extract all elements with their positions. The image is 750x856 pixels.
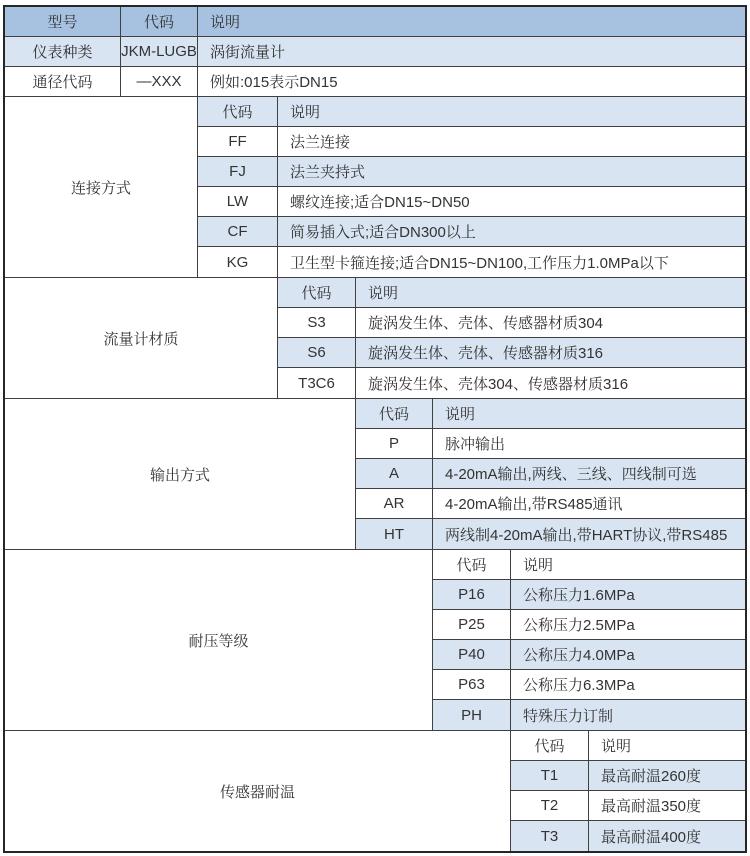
sub-header-code-cell: 代码 — [277, 278, 355, 307]
section-label: 流量计材质 — [5, 278, 277, 398]
header-desc-cell: 说明 — [197, 7, 745, 36]
code-cell: FJ — [197, 157, 277, 186]
model-selection-table — [3, 5, 747, 853]
sub-header-code-cell: 代码 — [197, 97, 277, 126]
section-data-row — [197, 247, 745, 277]
diameter-code-label: 通径代码 — [32, 74, 93, 91]
instrument-type-desc: 涡街流量计 — [197, 37, 745, 66]
header-code-cell: 代码 — [120, 7, 197, 36]
code-cell: PH — [432, 700, 510, 730]
desc-cell: 公称压力6.3MPa — [510, 670, 745, 699]
desc-cell: 4-20mA输出,两线、三线、四线制可选 — [432, 459, 745, 488]
section-data-row — [197, 187, 745, 217]
section-label: 耐压等级 — [5, 550, 432, 730]
code-cell: FF — [197, 127, 277, 156]
code-cell: CF — [197, 217, 277, 246]
section-data-row — [355, 489, 745, 519]
section-label: 连接方式 — [5, 97, 197, 277]
code-cell: KG — [197, 247, 277, 277]
section-data-row — [355, 429, 745, 459]
section-rows — [432, 550, 745, 730]
sub-header-code-cell: 代码 — [355, 399, 432, 428]
instrument-type-code: JKM-LUGB — [120, 37, 197, 66]
sub-header-row — [277, 278, 745, 308]
sub-header-row — [510, 731, 745, 761]
sub-header-desc-cell: 说明 — [277, 97, 745, 126]
sub-header-code-cell: 代码 — [432, 550, 510, 579]
section-data-row — [197, 217, 745, 247]
desc-cell: 公称压力1.6MPa — [510, 580, 745, 609]
header-model-cell: 型号 — [47, 14, 78, 31]
desc-cell: 法兰连接 — [277, 127, 745, 156]
section-data-row — [197, 157, 745, 187]
section-5 — [5, 731, 745, 851]
sub-header-desc-cell: 说明 — [510, 550, 745, 579]
sub-header-row — [432, 550, 745, 580]
desc-cell: 公称压力4.0MPa — [510, 640, 745, 669]
section-rows — [197, 97, 745, 277]
section-data-row — [355, 519, 745, 549]
diameter-code-code: —XXX — [120, 67, 197, 96]
sections-container — [5, 97, 745, 851]
code-cell: HT — [355, 519, 432, 549]
code-cell: T1 — [510, 761, 588, 790]
desc-cell: 两线制4-20mA输出,带HART协议,带RS485 — [432, 519, 745, 549]
section-data-row — [432, 610, 745, 640]
section-data-row — [277, 338, 745, 368]
section-label: 传感器耐温 — [5, 731, 510, 851]
code-cell: P25 — [432, 610, 510, 639]
diameter-code-desc: 例如:015表示DN15 — [197, 67, 745, 96]
desc-cell: 卫生型卡箍连接;适合DN15~DN100,工作压力1.0MPa以下 — [277, 247, 745, 277]
code-cell: T3 — [510, 821, 588, 851]
section-rows — [277, 278, 745, 398]
section-rows — [510, 731, 745, 851]
section-data-row — [510, 821, 745, 851]
desc-cell: 旋涡发生体、壳体、传感器材质316 — [355, 338, 745, 367]
section-data-row — [197, 127, 745, 157]
code-cell: LW — [197, 187, 277, 216]
sub-header-code-cell: 代码 — [510, 731, 588, 760]
desc-cell: 4-20mA输出,带RS485通讯 — [432, 489, 745, 518]
section-4 — [5, 550, 745, 731]
section-3 — [5, 399, 745, 550]
code-cell: P40 — [432, 640, 510, 669]
section-data-row — [510, 761, 745, 791]
section-data-row — [510, 791, 745, 821]
section-2 — [5, 278, 745, 399]
code-cell: A — [355, 459, 432, 488]
code-cell: P16 — [432, 580, 510, 609]
desc-cell: 旋涡发生体、壳体304、传感器材质316 — [355, 368, 745, 398]
desc-cell: 最高耐温350度 — [588, 791, 745, 820]
diameter-code-row — [5, 67, 745, 97]
instrument-type-row — [5, 37, 745, 67]
sub-header-desc-cell: 说明 — [355, 278, 745, 307]
code-cell: T2 — [510, 791, 588, 820]
desc-cell: 简易插入式;适合DN300以上 — [277, 217, 745, 246]
section-label: 输出方式 — [5, 399, 355, 549]
section-data-row — [277, 308, 745, 338]
desc-cell: 螺纹连接;适合DN15~DN50 — [277, 187, 745, 216]
code-cell: S6 — [277, 338, 355, 367]
desc-cell: 法兰夹持式 — [277, 157, 745, 186]
sub-header-desc-cell: 说明 — [588, 731, 745, 760]
desc-cell: 最高耐温260度 — [588, 761, 745, 790]
desc-cell: 旋涡发生体、壳体、传感器材质304 — [355, 308, 745, 337]
section-1 — [5, 97, 745, 278]
desc-cell: 最高耐温400度 — [588, 821, 745, 851]
section-data-row — [355, 459, 745, 489]
sub-header-row — [197, 97, 745, 127]
code-cell: P — [355, 429, 432, 458]
section-rows — [355, 399, 745, 549]
section-data-row — [432, 700, 745, 730]
desc-cell: 特殊压力订制 — [510, 700, 745, 730]
section-data-row — [432, 640, 745, 670]
sub-header-desc-cell: 说明 — [432, 399, 745, 428]
table-header-row — [5, 7, 745, 37]
code-cell: S3 — [277, 308, 355, 337]
sub-header-row — [355, 399, 745, 429]
code-cell: AR — [355, 489, 432, 518]
section-data-row — [432, 580, 745, 610]
section-data-row — [432, 670, 745, 700]
desc-cell: 脉冲输出 — [432, 429, 745, 458]
code-cell: T3C6 — [277, 368, 355, 398]
code-cell: P63 — [432, 670, 510, 699]
instrument-type-label: 仪表种类 — [32, 44, 93, 61]
desc-cell: 公称压力2.5MPa — [510, 610, 745, 639]
section-data-row — [277, 368, 745, 398]
